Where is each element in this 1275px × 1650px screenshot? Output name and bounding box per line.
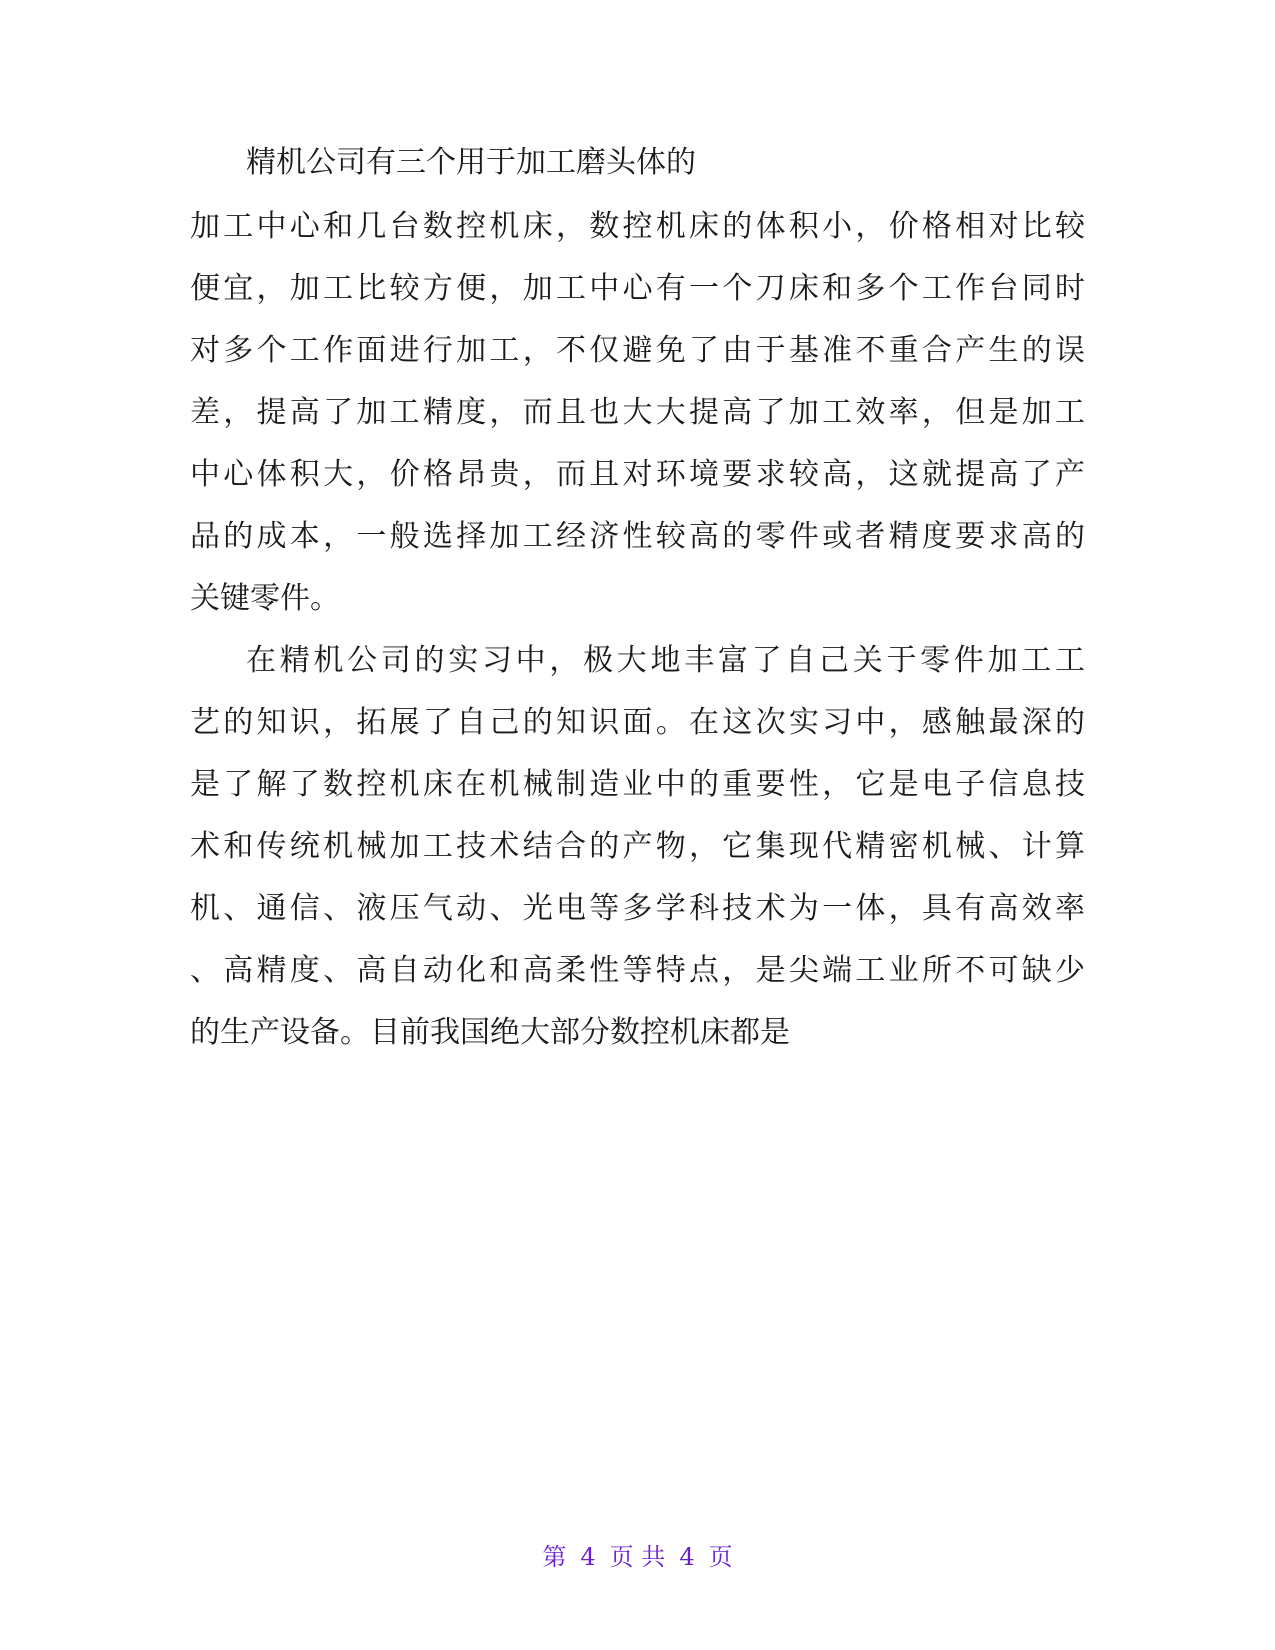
paragraph-1-line-1: 精机公司有三个用于加工磨头体的 <box>246 145 696 180</box>
paragraph-1-line-5: 差，提高了加工精度，而且也大大提高了加工效率，但是加工 <box>190 395 1085 430</box>
footer-current-page: 4 <box>580 1543 596 1571</box>
paragraph-1-line-7: 品的成本，一般选择加工经济性较高的零件或者精度要求高的 <box>190 519 1085 554</box>
paragraph-2-line-1: 在精机公司的实习中，极大地丰富了自己关于零件加工工 <box>246 643 1085 678</box>
paragraph-1-line-4: 对多个工作面进行加工，不仅避免了由于基准不重合产生的误 <box>190 333 1085 368</box>
paragraph-1-line-8: 关键零件。 <box>190 581 340 616</box>
page-number-footer <box>0 1537 1275 1572</box>
footer-prefix: 第 <box>542 1543 567 1571</box>
paragraph-2-line-7: 的生产设备。目前我国绝大部分数控机床都是 <box>190 1015 790 1050</box>
paragraph-2-line-6: 、高精度、高自动化和高柔性等特点，是尖端工业所不可缺少 <box>190 953 1085 988</box>
footer-middle: 页 共 <box>609 1543 666 1571</box>
paragraph-1-line-3: 便宜，加工比较方便，加工中心有一个刀床和多个工作台同时 <box>190 271 1085 306</box>
footer-total-pages: 4 <box>679 1543 695 1571</box>
paragraph-2-line-3: 是了解了数控机床在机械制造业中的重要性，它是电子信息技 <box>190 767 1085 802</box>
footer-suffix: 页 <box>708 1543 733 1571</box>
paragraph-1-line-6: 中心体积大，价格昂贵，而且对环境要求较高，这就提高了产 <box>190 457 1085 492</box>
paragraph-2-line-4: 术和传统机械加工技术结合的产物，它集现代精密机械、计算 <box>190 829 1085 864</box>
paragraph-1-line-2: 加工中心和几台数控机床，数控机床的体积小，价格相对比较 <box>190 209 1085 244</box>
paragraph-2-line-5: 机、通信、液压气动、光电等多学科技术为一体，具有高效率 <box>190 891 1085 926</box>
paragraph-2-line-2: 艺的知识，拓展了自己的知识面。在这次实习中，感触最深的 <box>190 705 1085 740</box>
